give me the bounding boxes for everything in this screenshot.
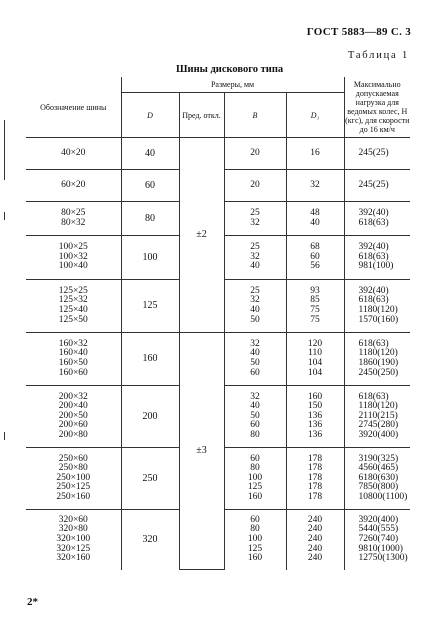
- cell-b: 25 32 40: [224, 236, 286, 280]
- cell-d: 60: [121, 170, 179, 202]
- cell-load: 3920(400) 5440(555) 7260(740) 9810(1000) 12750(1300): [358, 514, 408, 564]
- header-designation: Обозначение шины: [26, 77, 121, 138]
- cell-designation: 160×32 160×40 160×50 160×60: [26, 333, 121, 386]
- tire-size-table: [26, 77, 410, 570]
- cell-d1: 178 178 178 178 178: [286, 448, 344, 510]
- cell-d: 200: [121, 386, 179, 448]
- cell-d1: 120 110 104 104: [286, 333, 344, 386]
- cell-designation: 60×20: [26, 170, 121, 202]
- cell-d: 80: [121, 202, 179, 236]
- cell-designation: 125×25 125×32 125×40 125×50: [26, 280, 121, 333]
- cell-designation: 80×25 80×32: [26, 202, 121, 236]
- cell-b: 20: [224, 138, 286, 170]
- cell-b: 32 40 50 60 80: [224, 386, 286, 448]
- cell-d1: 68 60 56: [286, 236, 344, 280]
- cell-d1: 240 240 240 240 240: [286, 510, 344, 570]
- table-title: Шины дискового типа: [176, 64, 284, 75]
- cell-d1: 48 40: [286, 202, 344, 236]
- page-number: 2*: [27, 596, 38, 608]
- header-max-load: Максимально допускаемая нагрузка для ведомых колес, Н (кгс), для скорости до 16 км/ч: [344, 77, 410, 138]
- cell-tolerance-group-1: ±2: [179, 138, 224, 333]
- cell-b: 60 80 100 125 160: [224, 448, 286, 510]
- cell-b: 25 32: [224, 202, 286, 236]
- cell-load: 392(40) 618(63) 981(100): [344, 236, 410, 280]
- cell-d: 160: [121, 333, 179, 386]
- header-sizes: Размеры, мм: [121, 77, 344, 93]
- cell-b: 60 80 100 125 160: [224, 510, 286, 570]
- cell-d1: 16: [286, 138, 344, 170]
- cell-d1: 160 150 136 136 136: [286, 386, 344, 448]
- header-d: D: [121, 93, 179, 138]
- header-d1: D₁: [286, 93, 344, 138]
- standard-header: ГОСТ 5883—89 С. 3: [306, 26, 411, 38]
- cell-b: 32 40 50 60: [224, 333, 286, 386]
- cell-b: 20: [224, 170, 286, 202]
- cell-load: 392(40) 618(63): [344, 202, 410, 236]
- scan-artifact: [4, 432, 5, 440]
- cell-load: 618(63) 1180(120) 2110(215) 2745(280) 3920(400): [344, 386, 410, 448]
- cell-d: 250: [121, 448, 179, 510]
- cell-load: 618(63) 1180(120) 1860(190) 2450(250): [344, 333, 410, 386]
- cell-d1: 32: [286, 170, 344, 202]
- cell-designation: 320×60 320×80 320×100 320×125 320×160: [26, 510, 121, 570]
- scan-artifact: [4, 120, 5, 180]
- header-tolerance: Пред. откл.: [179, 93, 224, 138]
- cell-designation: 100×25 100×32 100×40: [26, 236, 121, 280]
- cell-designation: 250×60 250×80 250×100 250×125 250×160: [26, 448, 121, 510]
- cell-designation: 200×32 200×40 200×50 200×60 200×80: [26, 386, 121, 448]
- cell-load: 3190(325) 4560(465) 6180(630) 7850(800) 10800(1100): [344, 448, 410, 510]
- cell-load: 245(25): [344, 170, 410, 202]
- cell-d1: 93 85 75 75: [286, 280, 344, 333]
- cell-designation: 40×20: [26, 138, 121, 170]
- cell-d: 100: [121, 236, 179, 280]
- cell-tolerance-group-2: ±3: [179, 333, 224, 570]
- cell-load: 245(25): [344, 138, 410, 170]
- scan-artifact: [4, 212, 5, 220]
- cell-d: 40: [121, 138, 179, 170]
- cell-d: 320: [121, 510, 179, 570]
- header-b: B: [224, 93, 286, 138]
- cell-b: 25 32 40 50: [224, 280, 286, 333]
- cell-load: 392(40) 618(63) 1180(120) 1570(160): [344, 280, 410, 333]
- table-label: Таблица 1: [347, 50, 409, 61]
- cell-d: 125: [121, 280, 179, 333]
